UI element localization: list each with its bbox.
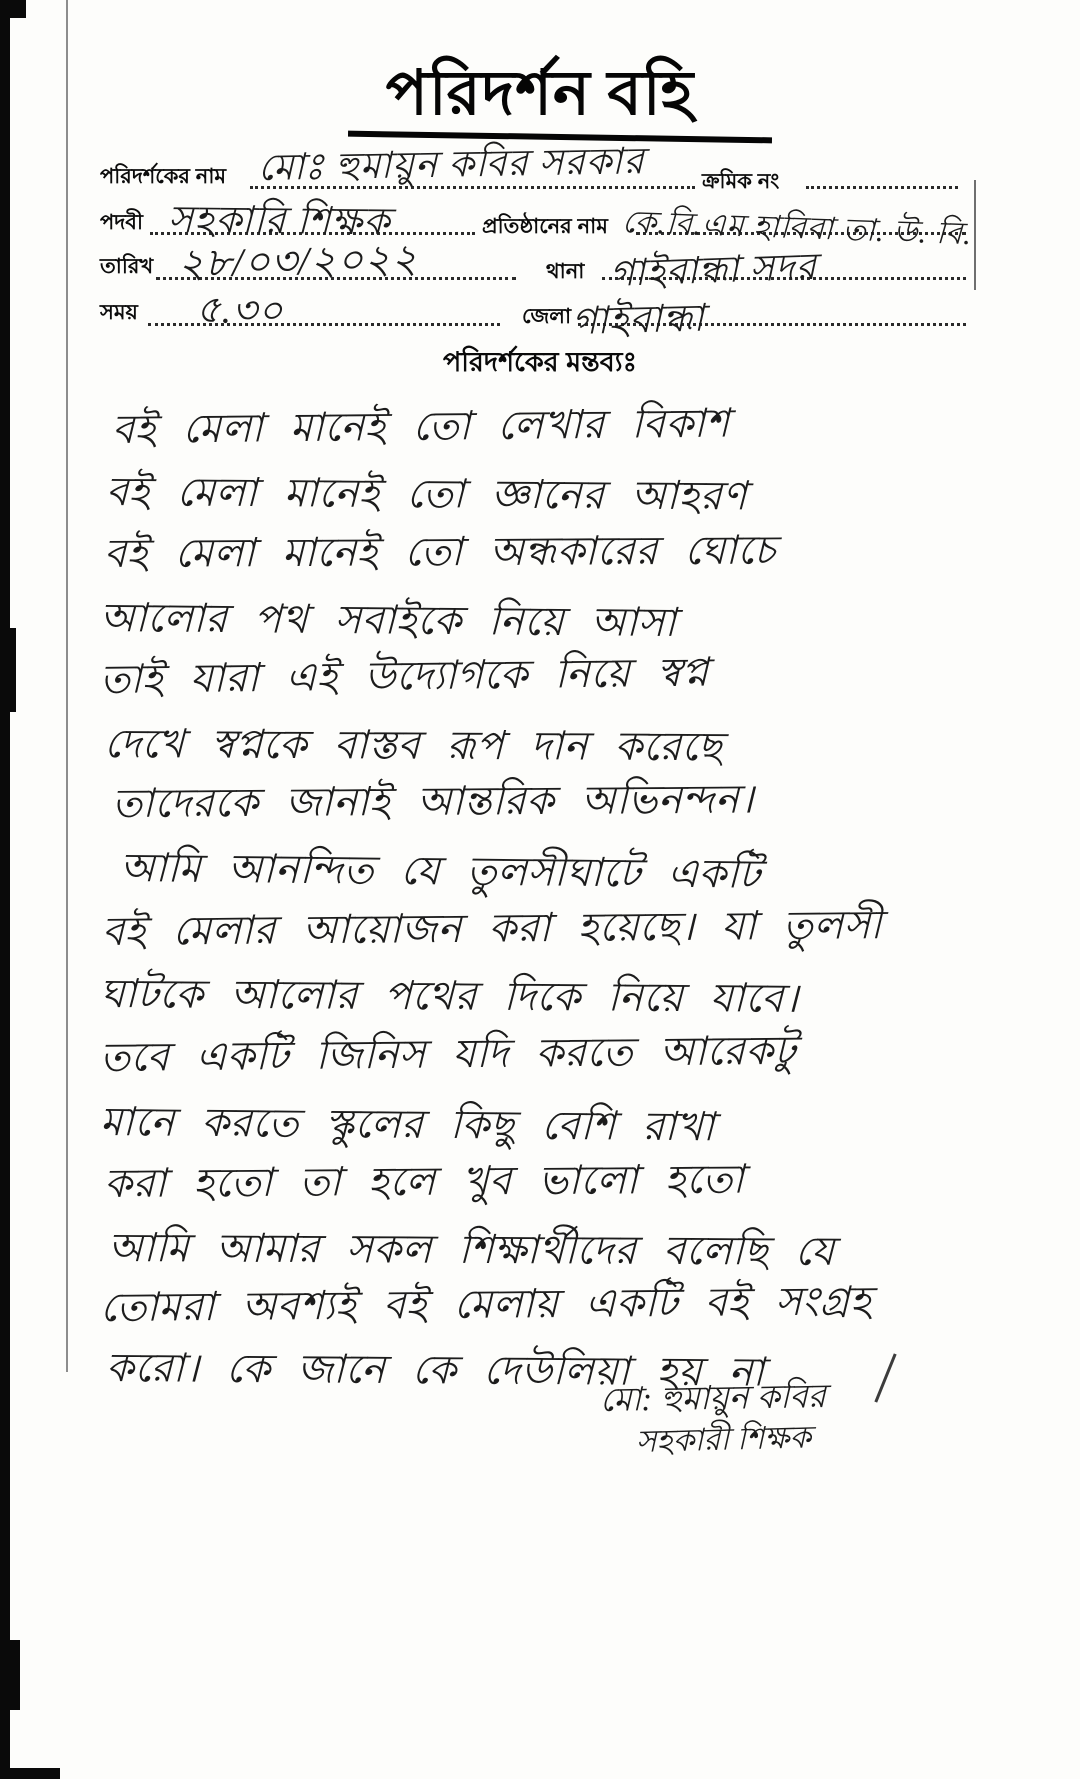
designation-value: সহকারি শিক্ষক xyxy=(167,199,391,244)
dotted-line xyxy=(806,183,958,189)
scan-page-edge-left xyxy=(66,0,68,1372)
comment-line: বই মেলা মানেই তো লেখার বিকাশ xyxy=(111,400,730,452)
comment-line: তাই যারা এই উদ্যোগকে নিয়ে স্বপ্ন xyxy=(99,649,709,702)
scan-artifact-blob xyxy=(0,1640,20,1710)
scan-artifact-blob xyxy=(0,0,26,18)
signature-designation: সহকারী শিক্ষক xyxy=(635,1419,812,1459)
scan-artifact-left-bar xyxy=(0,0,10,1779)
institution-value: কে.বি.এম হাবিবা তা. উ. বি. xyxy=(621,204,973,252)
comment-line: আমি আমার সকল শিক্ষার্থীদের বলেছি যে xyxy=(107,1225,835,1274)
scan-page-edge-right xyxy=(974,180,976,290)
inspector-name-label: পরিদর্শকের নাম xyxy=(100,165,227,188)
comment-line: করা হতো তা হলে খুব ভালো হতো xyxy=(103,1156,745,1206)
thana-value: গাইবান্ধা সদর xyxy=(609,246,818,295)
serial-no-label: ক্রমিক নং xyxy=(702,170,780,193)
institution-label: প্রতিষ্ঠানের নাম xyxy=(482,215,608,238)
scan-artifact-blob xyxy=(0,1768,60,1779)
date-value: ২৮/০৩/২০২২ xyxy=(177,235,419,286)
comment-line: মানে করতে স্কুলের কিছু বেশি রাখা xyxy=(99,1099,715,1150)
thana-label: থানা xyxy=(546,260,585,283)
comment-line: আমি আনন্দিত যে তুলসীঘাটে একটি xyxy=(119,845,761,897)
signature-name: মো: হুমায়ুন কবির xyxy=(599,1379,827,1419)
page-title: পরিদর্শন বহি xyxy=(385,60,695,128)
comment-line: তবে একটি জিনিস যদি করতে আরেকটু xyxy=(99,1027,797,1080)
inspector-name-value: মোঃ হুমায়ুন কবির সরকার xyxy=(257,141,646,189)
comment-line: বই মেলা মানেই তো অন্ধকারের ঘোচে xyxy=(103,527,776,576)
comment-line: ঘাটকে আলোর পথের দিকে নিয়ে যাবে। xyxy=(99,971,799,1021)
comment-line: তাদেরকে জানাই আন্তরিক অভিনন্দন। xyxy=(111,776,755,826)
comment-line: বই মেলা মানেই তো জ্ঞানের আহরণ xyxy=(105,469,748,519)
designation-label: পদবী xyxy=(100,211,143,234)
date-label: তারিখ xyxy=(100,255,154,278)
comment-line: আলোর পথ সবাইকে নিয়ে আসা xyxy=(99,595,677,646)
district-label: জেলা xyxy=(522,305,572,328)
comments-heading: পরিদর্শকের মন্তব্যঃ xyxy=(442,347,637,377)
comment-line: দেখে স্বপ্নকে বাস্তব রূপ দান করেছে xyxy=(103,721,723,770)
comment-line: তোমরা অবশ্যই বই মেলায় একটি বই সংগ্রহ xyxy=(99,1278,872,1330)
time-value: ৫.৩০ xyxy=(195,289,284,333)
district-value: গাইবান্ধা xyxy=(571,297,706,343)
scan-artifact-blob xyxy=(0,628,16,712)
time-label: সময় xyxy=(100,301,138,324)
scan-artifact-mark xyxy=(874,1353,896,1402)
comment-line: বই মেলার আয়োজন করা হয়েছে। যা তুলসী xyxy=(101,902,883,954)
comment-line: করো। কে জানে কে দেউলিয়া হয় না xyxy=(105,1345,765,1395)
